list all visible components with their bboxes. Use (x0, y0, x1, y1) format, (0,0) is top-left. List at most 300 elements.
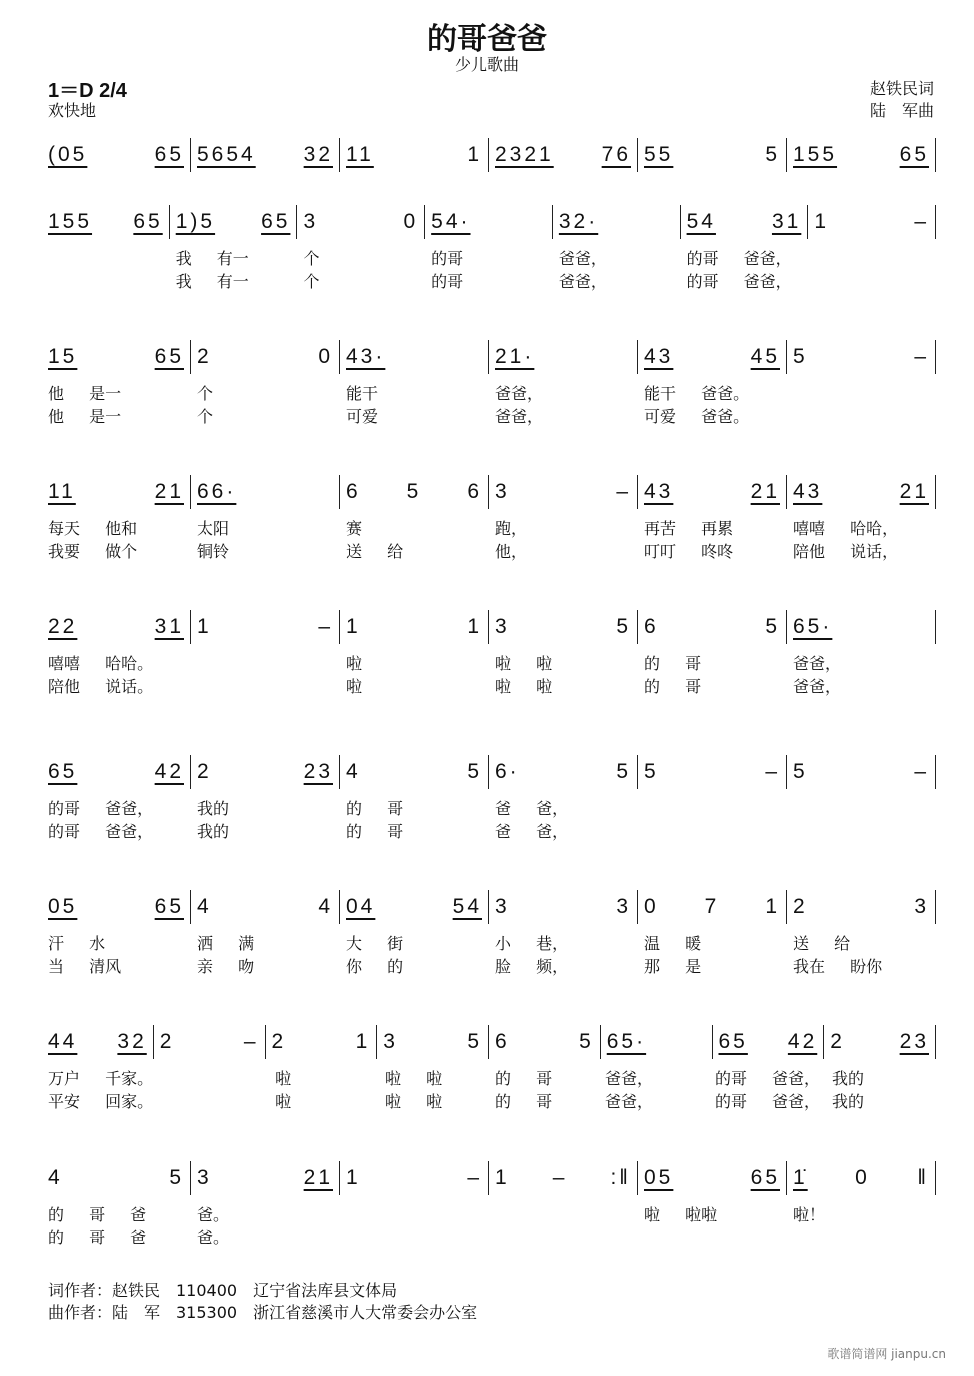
note-group: 5 (793, 345, 808, 368)
lyric-text (159, 1090, 269, 1113)
note-group: 155 (48, 210, 93, 233)
note-group: 3 (383, 1030, 398, 1053)
score-row (48, 890, 936, 978)
lyrics-verse-1 (48, 652, 936, 675)
note-group: 66· (197, 480, 237, 503)
note-group: 3 (495, 895, 510, 918)
note-group: 5 (467, 760, 482, 783)
measure (488, 475, 637, 509)
note-group: – (914, 760, 929, 783)
lyric-text: 爸爸， (495, 407, 544, 426)
note-group: 11 (48, 480, 76, 503)
measure (488, 890, 637, 924)
note-group: 42 (787, 1030, 818, 1053)
note-group: 65· (793, 615, 833, 638)
notes-line (48, 138, 936, 172)
lyrics-verse-1 (48, 1067, 936, 1090)
lyricist-info: 词作者：赵铁民 110400 辽宁省法库县文体局 (48, 1281, 398, 1300)
measure (637, 890, 786, 924)
lyric-text: 爸爸， (495, 384, 544, 403)
note-group: ‖ (917, 1166, 929, 1189)
note-group: 1 (197, 615, 212, 638)
note-group: 5 (406, 480, 422, 503)
note-group: 1 (346, 1166, 361, 1189)
lyric-text: 送 给 (346, 542, 404, 561)
score-row (48, 340, 936, 428)
measure (339, 1161, 488, 1195)
note-group: 43· (346, 345, 386, 368)
score-row (48, 610, 936, 698)
note-group: 6· (495, 760, 520, 783)
measure (339, 475, 488, 509)
note-group: 65 (750, 1166, 780, 1189)
note-group: 3 (303, 210, 319, 233)
lyrics-verse-2 (48, 820, 936, 843)
measure (488, 1025, 600, 1059)
note-group: – (914, 345, 929, 368)
note-group: 1 (467, 143, 482, 166)
lyric-text: 啦 啦 (495, 654, 553, 673)
lyric-text (191, 652, 340, 675)
note-group: – (318, 615, 333, 638)
notes-line (48, 475, 936, 509)
lyric-text (808, 247, 936, 270)
note-group: – (616, 480, 631, 503)
measure (48, 475, 190, 509)
lyric-text: 温 暖 (644, 934, 702, 953)
note-group: 2 (197, 760, 212, 783)
note-group: 5 (793, 760, 808, 783)
measure (169, 205, 297, 239)
measure (190, 1161, 339, 1195)
lyric-text: 的 哥 (346, 799, 404, 818)
lyric-text: 啦 啦 (385, 1069, 443, 1088)
measure (48, 1161, 190, 1195)
note-group: 3 (914, 895, 929, 918)
note-group: 6 (467, 480, 482, 503)
lyric-text (159, 1067, 269, 1090)
note-group: 65 (261, 210, 291, 233)
note-group: 76 (601, 143, 631, 166)
note-group: 23 (303, 760, 333, 783)
lyric-text: 他， (495, 542, 528, 561)
note-group: 2321 (495, 143, 554, 166)
lyric-text: 的哥 爸爸， (714, 1069, 821, 1088)
lyric-text: 那 是 (644, 957, 702, 976)
measure (712, 1025, 824, 1059)
measure (552, 205, 680, 239)
note-group: 45 (750, 345, 780, 368)
note-group: 43 (644, 345, 674, 368)
measure (48, 1025, 153, 1059)
note-group: 31 (771, 210, 802, 233)
lyrics-verse-2 (48, 1090, 936, 1113)
lyric-text: 爸。 (197, 1228, 230, 1247)
note-group: 155 (793, 143, 838, 166)
lyric-text: 爸爸， (793, 677, 842, 696)
song-subtitle: 少儿歌曲 (454, 55, 519, 74)
measure (424, 205, 552, 239)
lyric-text (48, 270, 170, 293)
lyric-text: 爸爸， (604, 1092, 653, 1111)
note-group: – (914, 210, 930, 233)
measure (190, 755, 339, 789)
note-group: 1 (346, 615, 361, 638)
lyric-text: 每天 他和 (48, 519, 138, 538)
note-group: 2 (830, 1030, 845, 1053)
lyric-text: 能干 (346, 384, 379, 403)
measure (48, 610, 190, 644)
note-group: 05 (48, 895, 78, 918)
measure (786, 610, 936, 644)
note-group: 5 (579, 1030, 594, 1053)
note-group: 21 (154, 480, 184, 503)
measure (600, 1025, 712, 1059)
note-group: 4 (48, 1166, 63, 1189)
note-group: – (765, 760, 780, 783)
note-group: 65 (48, 760, 78, 783)
watermark: 歌谱简谱网 jianpu.cn (827, 1347, 946, 1361)
measure (48, 205, 169, 239)
measure (637, 1161, 786, 1195)
lyric-text: 我的 (832, 1069, 865, 1088)
lyric-text: 我的 (832, 1092, 865, 1111)
lyric-text: 的 哥 (495, 1092, 553, 1111)
note-group: :‖ (610, 1166, 631, 1189)
lyric-text: 的哥 爸爸， (48, 822, 154, 841)
note-group: 21· (495, 345, 535, 368)
lyric-text: 铜铃 (197, 542, 230, 561)
lyric-text: 啦 (275, 1069, 292, 1088)
measure (488, 138, 637, 172)
note-group: 5 (765, 615, 780, 638)
lyric-text: 他 是一 (48, 407, 122, 426)
measure (488, 340, 637, 374)
measure (339, 890, 488, 924)
lyrics-verse-1 (48, 932, 936, 955)
lyric-text: 我 有一 (175, 272, 249, 291)
measure (637, 475, 786, 509)
note-group: 3 (495, 480, 510, 503)
note-group: 3 (197, 1166, 212, 1189)
note-group: 55 (644, 143, 674, 166)
lyric-text: 的哥 爸爸， (686, 249, 792, 268)
note-group: 32 (117, 1030, 147, 1053)
note-group: 0 (855, 1166, 870, 1189)
lyric-text (48, 247, 170, 270)
key-signature: 1＝D 2/4 (48, 80, 127, 102)
lyric-text (638, 1226, 787, 1249)
note-group: 6 (346, 480, 361, 503)
measure (190, 138, 339, 172)
lyric-text: 啦 (346, 654, 363, 673)
lyric-text: 啦 (275, 1092, 292, 1111)
lyric-text: 小 巷， (495, 934, 569, 953)
notes-line (48, 755, 936, 789)
note-group: 5 (616, 760, 631, 783)
lyric-text: 爸 爸， (495, 822, 569, 841)
note-group: – (243, 1030, 259, 1053)
note-group: 3 (616, 895, 631, 918)
lyric-text (191, 675, 340, 698)
lyric-text: 脸 频， (495, 957, 569, 976)
lyric-text: 洒 满 (197, 934, 255, 953)
lyric-text: 爸 爸， (495, 799, 569, 818)
measure (190, 890, 339, 924)
lyric-text: 的 哥 爸 (48, 1228, 147, 1247)
note-group: 65 (154, 345, 184, 368)
lyric-text: 嘻嘻 哈哈。 (48, 654, 154, 673)
notes-line (48, 340, 936, 374)
measure (786, 755, 936, 789)
lyric-text: 太阳 (197, 519, 230, 538)
measure (190, 475, 339, 509)
lyric-text: 我的 (197, 822, 230, 841)
score-row (48, 475, 936, 563)
note-group: 5 (616, 615, 631, 638)
lyric-text: 再苦 再累 (644, 519, 734, 538)
measure (637, 340, 786, 374)
note-group: 0 (318, 345, 333, 368)
measure (637, 755, 786, 789)
note-group: 2 (197, 345, 212, 368)
composer-credit: 陆 军曲 (869, 101, 934, 120)
note-group: 42 (154, 760, 184, 783)
note-group: 4 (346, 760, 361, 783)
note-group: 54 (686, 210, 716, 233)
lyric-text: 嘻嘻 哈哈， (793, 519, 899, 538)
lyric-text (787, 382, 936, 405)
measure (680, 205, 808, 239)
lyric-text: 的哥 (431, 272, 464, 291)
measure (190, 340, 339, 374)
lyric-text: 爸爸， (558, 272, 607, 291)
lyric-text: 我的 (197, 799, 230, 818)
lyric-text: 我在 盼你 (793, 957, 883, 976)
note-group: 1 (355, 1030, 371, 1053)
measure (807, 205, 936, 239)
note-group: 3 (495, 615, 510, 638)
note-group: 04 (346, 895, 376, 918)
note-group: 1 (765, 895, 780, 918)
lyric-text: 啦 (346, 677, 363, 696)
measure (339, 755, 488, 789)
lyric-text (489, 1226, 638, 1249)
lyrics-verse-2 (48, 540, 936, 563)
lyric-text: 的哥 (431, 249, 464, 268)
note-group: 23 (899, 1030, 929, 1053)
lyric-text: 陪他 说话。 (48, 677, 154, 696)
note-group: 5 (467, 1030, 482, 1053)
measure (786, 340, 936, 374)
lyrics-verse-1 (48, 247, 936, 270)
notes-line (48, 1025, 936, 1059)
lyric-text: 个 (303, 249, 320, 268)
lyric-text: 的 哥 (644, 654, 702, 673)
measure (48, 755, 190, 789)
tempo-marking: 欢快地 (48, 101, 97, 120)
lyric-text: 啦！ (793, 1205, 826, 1224)
lyric-text: 当 清风 (48, 957, 122, 976)
lyric-text: 爸。 (197, 1205, 230, 1224)
note-group: 11 (346, 143, 374, 166)
lyric-text (489, 1203, 638, 1226)
lyric-text: 汗 水 (48, 934, 106, 953)
note-group: 32 (303, 143, 333, 166)
lyric-text: 你 的 (346, 957, 404, 976)
note-group: 43 (793, 480, 823, 503)
measure (637, 138, 786, 172)
measure (488, 610, 637, 644)
lyric-text: 可爱 爸爸。 (644, 407, 750, 426)
note-group: 1)5 (175, 210, 216, 233)
note-group: – (467, 1166, 482, 1189)
lyric-text: 万户 千家。 (48, 1069, 154, 1088)
note-group: 5654 (197, 143, 256, 166)
notes-line (48, 610, 936, 644)
song-title: 的哥爸爸 (427, 22, 547, 57)
note-group: – (552, 1166, 568, 1189)
lyric-text (787, 820, 936, 843)
lyric-text: 送 给 (793, 934, 851, 953)
lyric-text: 跑， (495, 519, 528, 538)
lyric-text: 叮叮 咚咚 (644, 542, 734, 561)
lyrics-verse-2 (48, 675, 936, 698)
note-group: 22 (48, 615, 78, 638)
lyrics-verse-2 (48, 270, 936, 293)
lyric-text: 我要 做个 (48, 542, 138, 561)
score-row (48, 1025, 936, 1113)
lyric-text: 大 街 (346, 934, 404, 953)
lyric-text: 他 是一 (48, 384, 122, 403)
composer-info: 曲作者：陆 军 315300 浙江省慈溪市人大常委会办公室 (48, 1303, 478, 1322)
measure (265, 1025, 377, 1059)
notes-line (48, 205, 936, 239)
lyric-text: 的哥 爸爸， (48, 799, 154, 818)
lyric-text: 啦 啦 (385, 1092, 443, 1111)
measure (153, 1025, 265, 1059)
lyricist-credit: 赵铁民词 (869, 79, 934, 98)
lyric-text (787, 1226, 936, 1249)
lyric-text (638, 820, 787, 843)
lyric-text: 我 有一 (175, 249, 249, 268)
note-group: 0 (644, 895, 659, 918)
lyric-text: 爸爸， (793, 654, 842, 673)
lyric-text: 陪他 说话， (793, 542, 899, 561)
measure (786, 1161, 936, 1195)
lyric-text: 个 (197, 407, 214, 426)
note-group: 4 (318, 895, 333, 918)
measure (637, 610, 786, 644)
lyric-text (638, 797, 787, 820)
lyrics-verse-1 (48, 797, 936, 820)
note-group: 0 (403, 210, 419, 233)
lyrics-verse-1 (48, 382, 936, 405)
note-group: 2 (159, 1030, 175, 1053)
lyric-text (787, 797, 936, 820)
measure (48, 890, 190, 924)
note-group: 15 (48, 345, 78, 368)
score-row (48, 755, 936, 843)
note-group: 05 (644, 1166, 674, 1189)
note-group: 32· (558, 210, 599, 233)
lyrics-verse-1 (48, 1203, 936, 1226)
note-group: 4 (197, 895, 212, 918)
measure (296, 205, 424, 239)
measure (488, 1161, 637, 1195)
measure (376, 1025, 488, 1059)
note-group: 31 (154, 615, 184, 638)
score-row (48, 1161, 936, 1249)
lyric-text: 可爱 (346, 407, 379, 426)
note-group: 65 (154, 895, 184, 918)
score-row (48, 138, 936, 172)
lyrics-verse-2 (48, 405, 936, 428)
note-group: 2 (793, 895, 808, 918)
note-group: 65 (133, 210, 163, 233)
lyric-text: 爸爸， (558, 249, 607, 268)
note-group: 54 (452, 895, 482, 918)
measure (823, 1025, 936, 1059)
note-group: 5 (765, 143, 780, 166)
note-group: 54· (431, 210, 471, 233)
measure (339, 340, 488, 374)
lyric-text: 平安 回家。 (48, 1092, 154, 1111)
note-group: 65· (606, 1030, 647, 1053)
note-group: 2 (271, 1030, 287, 1053)
lyric-text: 的 哥 (644, 677, 702, 696)
lyric-text: 的 哥 爸 (48, 1205, 147, 1224)
lyric-text: 的哥 爸爸， (686, 272, 792, 291)
measure (48, 138, 190, 172)
note-group: 44 (48, 1030, 78, 1053)
lyric-text: 个 (197, 384, 214, 403)
lyrics-verse-2 (48, 955, 936, 978)
lyric-text (340, 1203, 489, 1226)
measure (786, 138, 936, 172)
lyric-text: 的 哥 (495, 1069, 553, 1088)
note-group: 43 (644, 480, 674, 503)
notes-line (48, 890, 936, 924)
note-group: 21 (899, 480, 929, 503)
measure (339, 138, 488, 172)
note-group: 1 (814, 210, 829, 233)
lyric-text: 的 哥 (346, 822, 404, 841)
score-row (48, 205, 936, 293)
note-group: 5 (169, 1166, 184, 1189)
note-group: 6 (495, 1030, 510, 1053)
lyrics-verse-2 (48, 1226, 936, 1249)
note-group: 1̇ (793, 1166, 808, 1189)
measure (786, 890, 936, 924)
lyric-text (340, 1226, 489, 1249)
lyric-text: 啦 啦啦 (644, 1205, 718, 1224)
measure (190, 610, 339, 644)
note-group: 21 (750, 480, 780, 503)
note-group: 65 (154, 143, 184, 166)
lyric-text: 爸爸， (604, 1069, 653, 1088)
note-group: 1 (467, 615, 482, 638)
lyric-text: 亲 吻 (197, 957, 255, 976)
note-group: 5 (644, 760, 659, 783)
lyric-text: 赛 (346, 519, 363, 538)
note-group: 6 (644, 615, 659, 638)
lyric-text (787, 405, 936, 428)
note-group: 7 (704, 895, 720, 918)
lyric-text: 能干 爸爸。 (644, 384, 750, 403)
lyrics-verse-1 (48, 517, 936, 540)
note-group: 65 (899, 143, 929, 166)
